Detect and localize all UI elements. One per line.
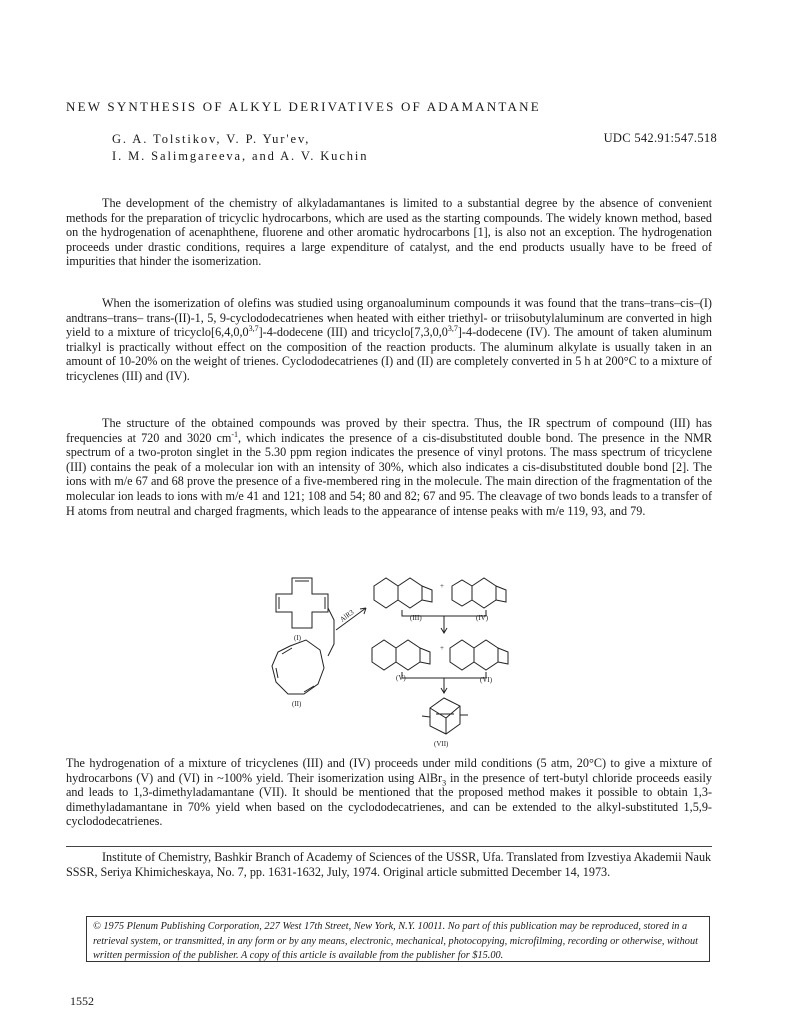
authors-line-1: G. A. Tolstikov, V. P. Yur'ev, <box>112 132 311 146</box>
label-i: (I) <box>294 634 301 642</box>
label-vii: (VII) <box>434 740 449 748</box>
udc-code: UDC 542.91:547.518 <box>603 131 717 145</box>
label-vi: (VI) <box>480 676 493 684</box>
paragraph-3-part-b: , which indicates the presence of a cis-disubstituted double bond. The presence in the NMR spectrum of a two-proton singlet in the 5.30 ppm region indicates the presence of vinyl protons. The mass spectrum of tricyclene (III) contains the peak of a molecular ion with an intensity of 30%, which also indicates a cis-disubstituted double bond [2]. The ions with m/e 67 and 68 prove the presence of a five-membered ring in the molecule. The main direction of the fragmentation of the molecular ion leads to ions with m/e 41 and 121; 108 and 54; 80 and 82; 67 and 95. The cleavage of two bonds leads to a transfer of H atoms from neutral and charged fragments, which leads to the appearance of intense peaks with m/e 119, 93, and 79. <box>66 430 712 518</box>
paragraph-1: The development of the chemistry of alkyladamantanes is limited to a substantial degree by the absence of convenient methods for the preparation of tricyclic hydrocarbons, which are used as the starting compounds. The widely known method, based on the hydrogenation of acenaphthene, fluorene and other aromatic hydrocarbons [1], is also not an exception. The hydrogenation proceeds under drastic conditions, requires a large expenditure of catalyst, and the end products usually have to be freed of impurities that hinder the isomerization. <box>66 196 712 269</box>
compound-vii-structure <box>422 698 468 734</box>
paragraph-3 <box>66 416 712 518</box>
footnote-divider <box>66 846 712 847</box>
paragraph-4 <box>66 756 712 829</box>
compound-ii-structure <box>272 640 324 694</box>
paragraph-2-superscript-1: 3,7 <box>248 324 259 334</box>
paragraph-4-part-b: in the presence of tert-butyl chloride proceeds easily and leads to 1,3-dimethyladamantane (VII). It should be mentioned that the proposed method makes it possible to obtain 1,3-dimethyladamantane in 70% yield when based on the cyclododecatrienes, and can be extended to the alkyl-substituted 1,5,9-cyclododecatrienes. <box>66 770 713 829</box>
paragraph-3-superscript: -1 <box>231 429 239 439</box>
page-number: 1552 <box>70 994 94 1008</box>
reagent-label: AlR3 <box>338 608 356 624</box>
copyright-box: © 1975 Plenum Publishing Corporation, 227 West 17th Street, New York, N.Y. 10011. No part of this publication may be reproduced, stored in a retrieval system, or transmitted, in any form or by any means, electronic, mechanical, photocopying, microfilming, recording or otherwise, without written permission of the publisher. A copy of this article is available from the publisher for $15.00. <box>86 916 710 962</box>
plus-sign-1: + <box>440 582 444 590</box>
paragraph-4-part-a: The hydrogenation of a mixture of tricyclenes (III) and (IV) proceeds under mild conditions (5 atm, 20°C) to give a mixture of hydrocarbons (V) and (VI) in ~100% yield. Their isomerization using AlBr <box>66 756 712 785</box>
paragraph-2-superscript-2: 3,7 <box>447 324 458 334</box>
compound-v-structure <box>372 640 430 670</box>
label-ii: (II) <box>292 700 302 708</box>
paragraph-4-subscript: 3 <box>442 778 447 788</box>
article-title: NEW SYNTHESIS OF ALKYL DERIVATIVES OF ADAMANTANE <box>66 99 541 114</box>
label-iv: (IV) <box>476 614 489 622</box>
author-list <box>112 131 368 165</box>
compound-vi-structure <box>450 640 508 670</box>
label-iii: (III) <box>410 614 422 622</box>
paragraph-3-part-a: The structure of the obtained compounds was proved by their spectra. Thus, the IR spectrum of compound (III) has frequencies at 720 and 3020 cm <box>66 416 712 445</box>
plus-sign-2: + <box>440 644 444 652</box>
paragraph-2-part-b: ]-4-dodecene (III) and tricyclo[7,3,0,0 <box>258 325 448 340</box>
affiliation-note: Institute of Chemistry, Bashkir Branch of Academy of Sciences of the USSR, Ufa. Translated from Izvestiya Akademii Nauk SSSR, Seriya Khimicheskaya, No. 7, pp. 1631-1632, July, 1974. Original article submitted December 14, 1973. <box>66 850 712 879</box>
compound-iii-structure <box>374 578 432 608</box>
authors-line-2: I. M. Salimgareeva, and A. V. Kuchin <box>112 149 369 163</box>
paragraph-2-part-c: ]-4-dodecene (IV). The amount of taken aluminum trialkyl is practically without effect on the composition of the reaction products. The aluminum alkylate is usually taken in an amount of 10-20% on the weight of trienes. Cyclododecatrienes (I) and (II) are completely converted in 5 h at 200°C to a mixture of tricyclenes (III) and (IV). <box>66 325 713 383</box>
compound-iv-structure <box>452 578 506 608</box>
paragraph-2-part-a: When the isomerization of olefins was studied using organoaluminum compounds it was found that the trans–trans–cis–(I) andtrans–trans– trans-(II)-1, 5, 9-cyclododecatrienes when heated with either triethyl- or triisobutylaluminum are converted in high yield to a mixture of tricyclo[6,4,0,0 <box>66 296 712 340</box>
reaction-scheme <box>262 568 712 750</box>
compound-i-structure <box>276 578 328 628</box>
paragraph-2 <box>66 296 712 384</box>
label-v: (V) <box>396 674 406 682</box>
